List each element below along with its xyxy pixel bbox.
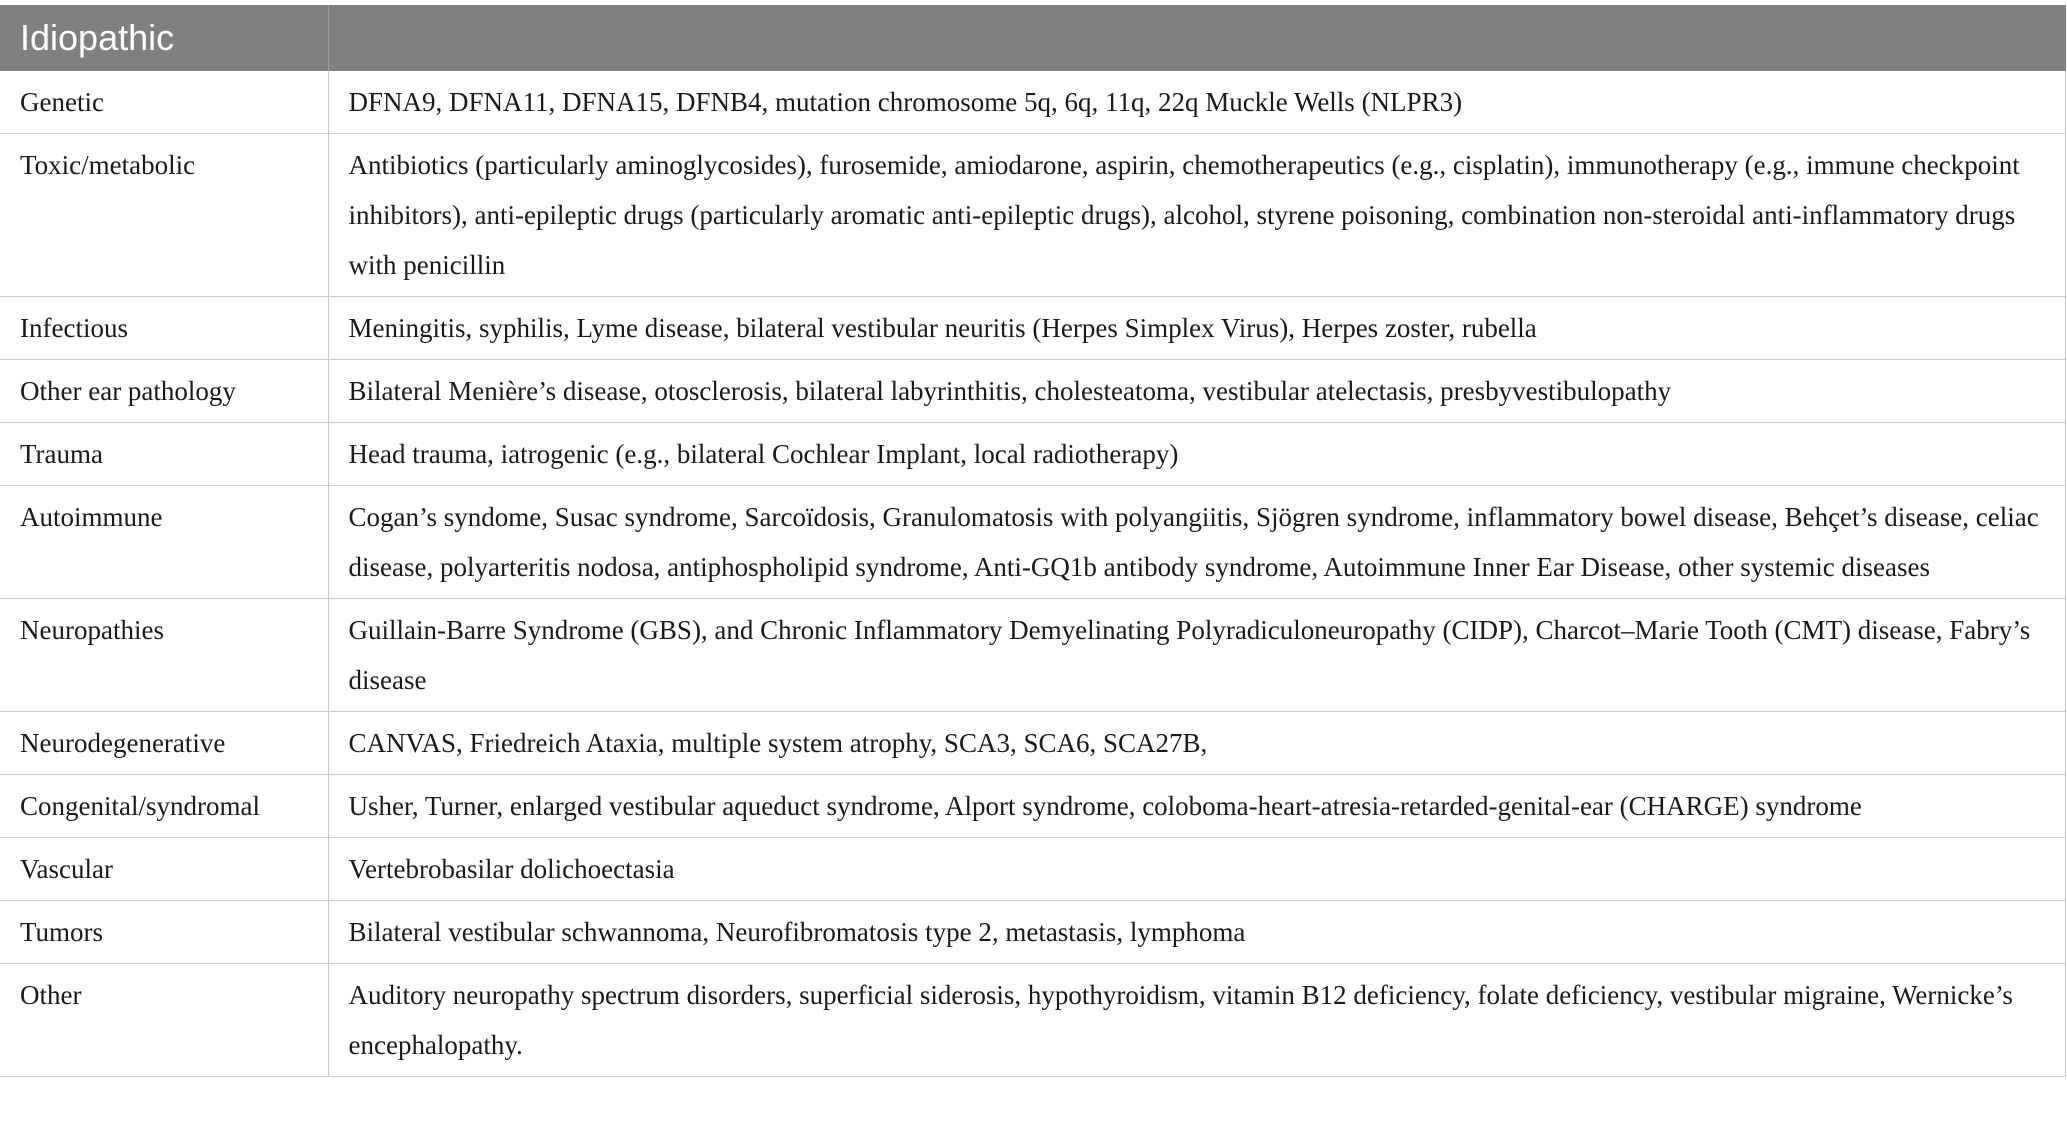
- table-row: [0, 838, 2066, 901]
- row-category: Neuropathies: [0, 599, 328, 712]
- table-row: [0, 71, 2066, 134]
- table-row: [0, 599, 2066, 712]
- table-row: [0, 486, 2066, 599]
- row-category: Neurodegenerative: [0, 712, 328, 775]
- row-category: Autoimmune: [0, 486, 328, 599]
- table-header-row: [0, 5, 2066, 71]
- row-category: Other: [0, 964, 328, 1077]
- row-description: Usher, Turner, enlarged vestibular aqueduct syndrome, Alport syndrome, coloboma-heart-atresia-retarded-genital-ear (CHARGE) syndrome: [328, 775, 2066, 838]
- etiology-table: [0, 5, 2066, 1077]
- row-description: Head trauma, iatrogenic (e.g., bilateral Cochlear Implant, local radiotherapy): [328, 423, 2066, 486]
- row-description: Cogan’s syndome, Susac syndrome, Sarcoïdosis, Granulomatosis with polyangiitis, Sjögren syndrome, inflammatory bowel disease, Behçet’s disease, celiac disease, polyarteritis nodosa, antiphospholipid syndrome, Anti-GQ1b antibody syndrome, Autoimmune Inner Ear Disease, other systemic diseases: [328, 486, 2066, 599]
- etiology-table-container: [0, 5, 2066, 1077]
- table-row: [0, 964, 2066, 1077]
- row-description: Guillain-Barre Syndrome (GBS), and Chronic Inflammatory Demyelinating Polyradiculoneuropathy (CIDP), Charcot–Marie Tooth (CMT) disease, Fabry’s disease: [328, 599, 2066, 712]
- row-description: Auditory neuropathy spectrum disorders, superficial siderosis, hypothyroidism, vitamin B12 deficiency, folate deficiency, vestibular migraine, Wernicke’s encephalopathy.: [328, 964, 2066, 1077]
- table-row: [0, 360, 2066, 423]
- table-row: [0, 297, 2066, 360]
- row-description: Bilateral Menière’s disease, otosclerosis, bilateral labyrinthitis, cholesteatoma, vestibular atelectasis, presbyvestibulopathy: [328, 360, 2066, 423]
- row-description: Antibiotics (particularly aminoglycosides), furosemide, amiodarone, aspirin, chemotherapeutics (e.g., cisplatin), immunotherapy (e.g., immune checkpoint inhibitors), anti-epileptic drugs (particularly aromatic anti-epileptic drugs), alcohol, styrene poisoning, combination non-steroidal anti-inflammatory drugs with penicillin: [328, 134, 2066, 297]
- row-description: DFNA9, DFNA11, DFNA15, DFNB4, mutation chromosome 5q, 6q, 11q, 22q Muckle Wells (NLPR3): [328, 71, 2066, 134]
- row-category: Genetic: [0, 71, 328, 134]
- row-category: Infectious: [0, 297, 328, 360]
- header-cell-description: [328, 5, 2066, 71]
- row-category: Trauma: [0, 423, 328, 486]
- row-description: Bilateral vestibular schwannoma, Neurofibromatosis type 2, metastasis, lymphoma: [328, 901, 2066, 964]
- table-row: [0, 712, 2066, 775]
- table-row: [0, 901, 2066, 964]
- row-category: Toxic/metabolic: [0, 134, 328, 297]
- row-description: CANVAS, Friedreich Ataxia, multiple system atrophy, SCA3, SCA6, SCA27B,: [328, 712, 2066, 775]
- row-description: Vertebrobasilar dolichoectasia: [328, 838, 2066, 901]
- row-category: Tumors: [0, 901, 328, 964]
- table-row: [0, 775, 2066, 838]
- table-row: [0, 423, 2066, 486]
- row-category: Other ear pathology: [0, 360, 328, 423]
- header-cell-category: Idiopathic: [0, 5, 328, 71]
- row-category: Congenital/syndromal: [0, 775, 328, 838]
- table-row: [0, 134, 2066, 297]
- row-description: Meningitis, syphilis, Lyme disease, bilateral vestibular neuritis (Herpes Simplex Virus), Herpes zoster, rubella: [328, 297, 2066, 360]
- row-category: Vascular: [0, 838, 328, 901]
